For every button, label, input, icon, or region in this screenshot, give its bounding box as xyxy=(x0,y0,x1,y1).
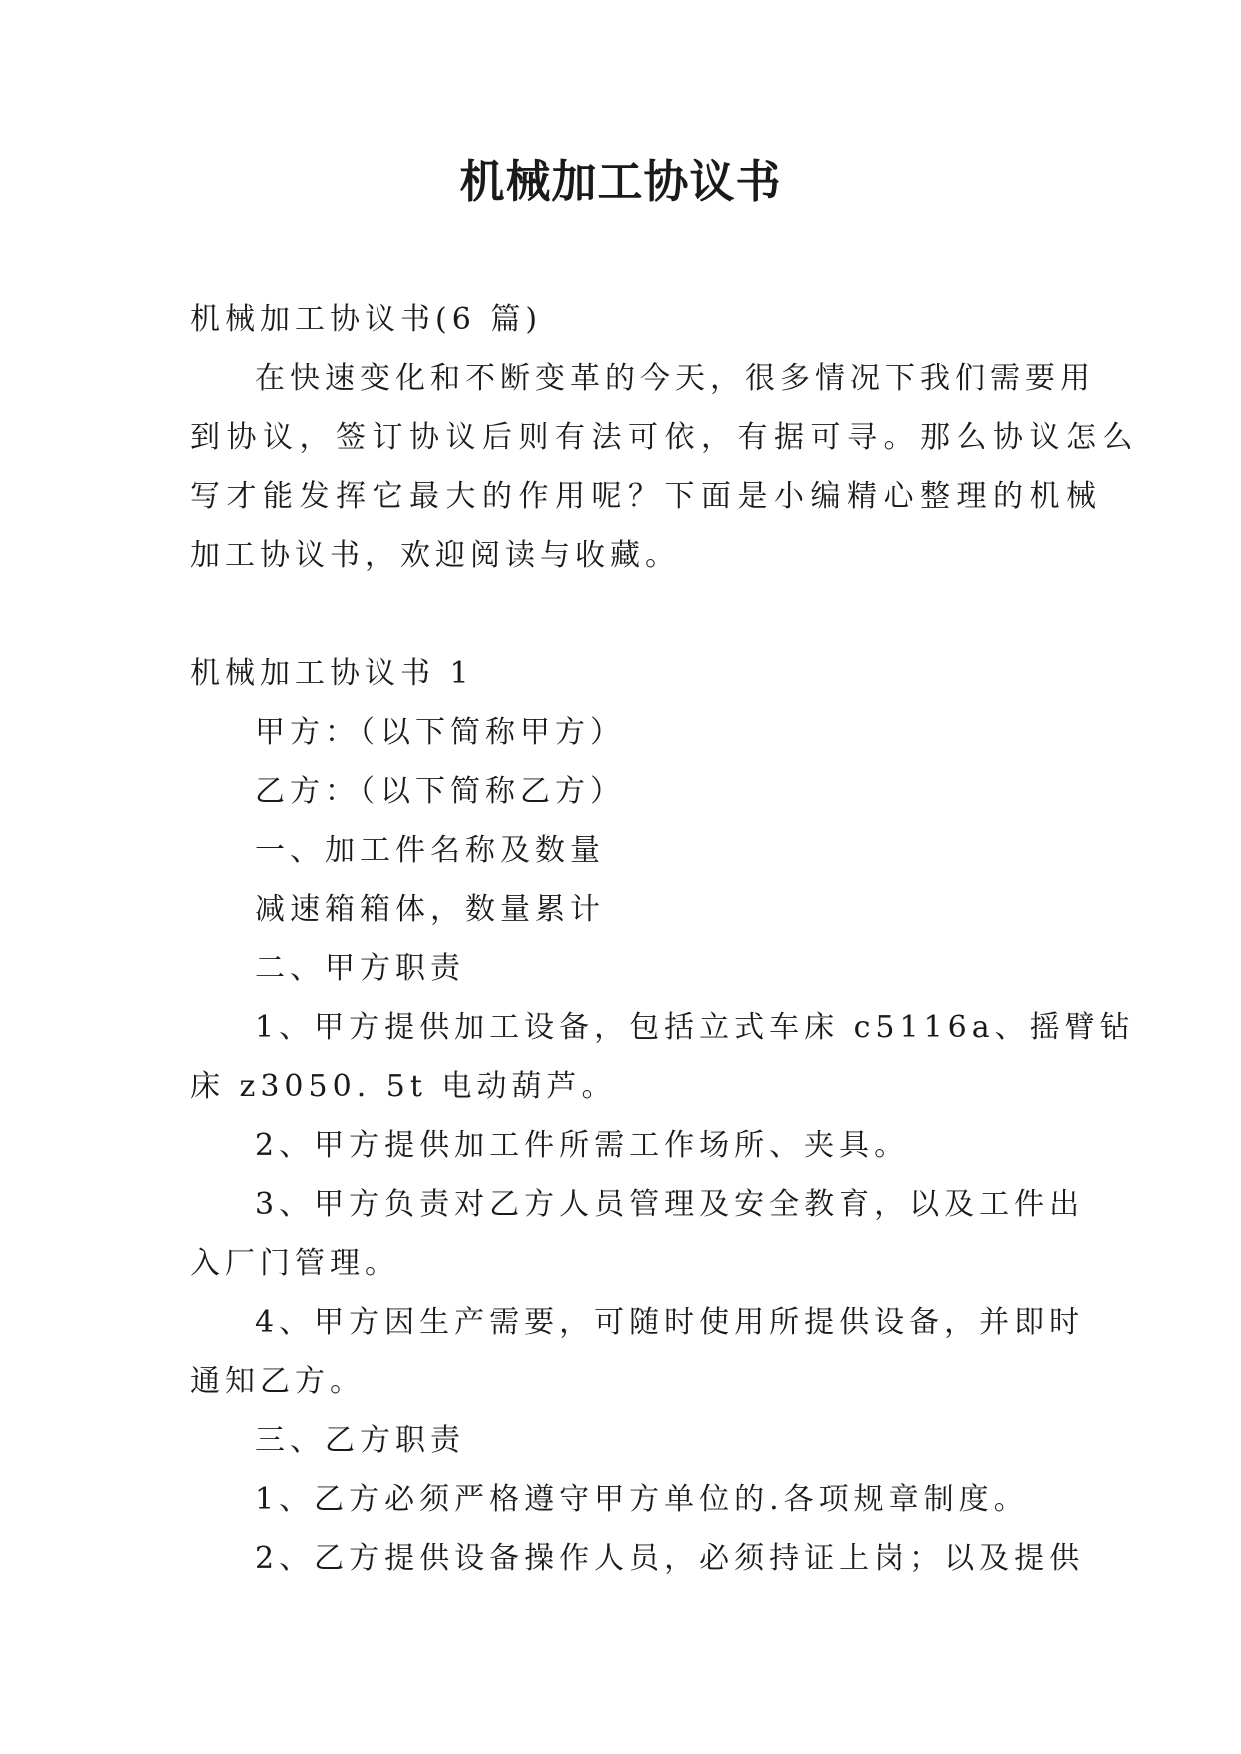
item1-content: 减速箱箱体，数量累计 xyxy=(255,892,605,927)
item2-1-line-2: 床 z3050. 5t 电动葫芦。 xyxy=(190,1069,617,1104)
item3-2-line: 2、乙方提供设备操作人员，必须持证上岗；以及提供 xyxy=(255,1541,1085,1576)
item2-4-line-1: 4、甲方因生产需要，可随时使用所提供设备，并即时 xyxy=(255,1305,1085,1340)
document-body xyxy=(190,290,1139,1588)
intro-line-2: 到协议，签订协议后则有法可依，有据可寻。那么协议怎么 xyxy=(190,420,1139,455)
item3-1-line: 1、乙方必须严格遵守甲方单位的.各项规章制度。 xyxy=(255,1482,1029,1517)
intro-line-4: 加工协议书，欢迎阅读与收藏。 xyxy=(190,538,680,573)
item3-heading: 三、乙方职责 xyxy=(255,1423,465,1458)
item2-2-line: 2、甲方提供加工件所需工作场所、夹具。 xyxy=(255,1128,910,1163)
party-b-line: 乙方：（以下简称乙方） xyxy=(255,774,625,809)
document-subtitle: 机械加工协议书(6 篇) xyxy=(190,302,543,337)
section-heading: 机械加工协议书 1 xyxy=(190,656,474,691)
item1-heading: 一、加工件名称及数量 xyxy=(255,833,605,868)
item2-4-line-2: 通知乙方。 xyxy=(190,1364,365,1399)
intro-line-1: 在快速变化和不断变革的今天，很多情况下我们需要用 xyxy=(255,361,1095,396)
document-title: 机械加工协议书 xyxy=(459,155,782,208)
blank-line xyxy=(190,585,1056,644)
item2-3-line-1: 3、甲方负责对乙方人员管理及安全教育，以及工件出 xyxy=(255,1187,1085,1222)
item2-1-line-1: 1、甲方提供加工设备，包括立式车床 c5116a、摇臂钻 xyxy=(255,1010,1135,1045)
intro-line-3: 写才能发挥它最大的作用呢？下面是小编精心整理的机械 xyxy=(190,479,1103,514)
item2-3-line-2: 入厂门管理。 xyxy=(190,1246,400,1281)
party-a-line: 甲方：（以下简称甲方） xyxy=(255,715,625,750)
item2-heading: 二、甲方职责 xyxy=(255,951,465,986)
